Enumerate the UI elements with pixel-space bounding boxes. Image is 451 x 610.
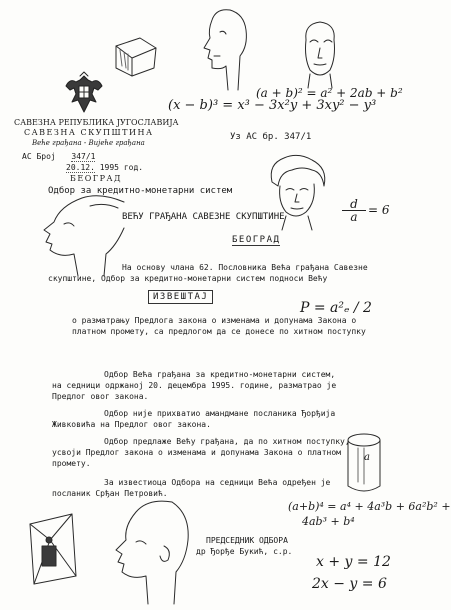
paragraph-3-line-1: Одбор предлаже Већу грађана, да по хитном поступку,	[104, 437, 350, 446]
paragraph-2-line-1: Одбор није прихватио амандмане посланика Ђорђија	[104, 409, 336, 418]
intro-line-2: скупштине, Одбор за кредитно-монетарни систем подноси Већу	[48, 274, 328, 283]
letterhead-line-3: Веће грађана - Вијеће грађана	[32, 139, 145, 147]
handwritten-eq-square-sum: (a + b)² = a² + 2ab + b²	[256, 86, 403, 100]
paragraph-4-line-2: посланик Срђан Петровић.	[52, 489, 168, 498]
committee-name: Одбор за кредитно-монетарни систем	[48, 186, 233, 196]
paragraph-1-line-3: Предлог овог закона.	[52, 392, 149, 401]
reference-right: Уз АС бр. 347/1	[230, 132, 312, 142]
date-value: 20.12.	[66, 163, 95, 172]
fraction-rhs: = 6	[368, 203, 390, 217]
signature-name: др Ђорђе Букић, с.р.	[196, 547, 293, 556]
cube-sketch-icon	[110, 30, 160, 78]
addressee-city-text: БЕОГРАД	[232, 235, 281, 245]
bald-profile-sketch-icon	[108, 494, 192, 606]
intro-line-1: На основу члана 62. Пословника Већа грађана Савезне	[122, 263, 368, 272]
paragraph-1-line-1: Одбор Већа грађана за кредитно-монетарни систем,	[104, 370, 336, 379]
woman-face-sketch-icon	[262, 152, 334, 232]
letterhead-city: БЕОГРАД	[70, 174, 123, 183]
front-face-sketch-icon	[296, 18, 344, 90]
profile-face-sketch-icon	[200, 4, 252, 94]
paragraph-3-line-2: усвоји Предлог закона о изменама и допунама Закона о платном	[52, 448, 341, 457]
paragraph-1-line-2: на седници одржаној 20. децембра 1995. године, разматрао је	[52, 381, 337, 390]
handwritten-eq-cube-diff: (x − b)³ = x³ − 3x²y + 3xy² − y³	[168, 98, 377, 113]
handwritten-system-eq-1: x + y = 12	[316, 554, 391, 570]
handwritten-eq-fourth-power-cont: 4ab³ + b⁴	[302, 515, 355, 528]
paragraph-4-line-1: За известиоца Одбора на седници Већа одређен је	[104, 478, 331, 487]
addressee-city	[232, 235, 280, 245]
handwritten-system-eq-2: 2x − y = 6	[312, 576, 387, 592]
reference-row	[22, 152, 95, 161]
letterhead-line-2: САВЕЗНА СКУПШТИНА	[24, 128, 154, 137]
reference-value: 347/1	[71, 152, 96, 161]
reference-label: АС Број	[22, 152, 56, 161]
signature-title: ПРЕДСЕДНИК ОДБОРА	[206, 536, 288, 545]
date-row	[66, 163, 143, 172]
fraction-numerator: d	[342, 198, 366, 211]
cylinder-label: a	[364, 452, 370, 463]
handwritten-eq-fourth-power: (a+b)⁴ = a⁴ + 4a³b + 6a²b² +	[288, 500, 451, 513]
profile-head-sketch-icon	[30, 188, 126, 278]
handwritten-fraction	[342, 198, 366, 223]
paragraph-3-line-3: промету.	[52, 459, 91, 468]
date-year: 1995 год.	[99, 163, 144, 172]
subject-line-1: о разматрању Предлога закона о изменама и допунама Закона о	[72, 316, 357, 325]
coat-of-arms-icon	[62, 72, 106, 116]
addressee: ВЕЋУ ГРАЂАНА САВЕЗНЕ СКУПШТИНЕ	[122, 212, 285, 222]
fraction-denominator: a	[350, 210, 358, 224]
report-title-text: ИЗВЕШТАЈ	[148, 290, 213, 304]
report-title	[148, 292, 213, 302]
paragraph-2-line-2: Живковића на Предлог овог закона.	[52, 420, 211, 429]
handwritten-eq-pressure: P = a²ₑ / 2	[300, 300, 372, 316]
cylinder-sketch-icon	[344, 430, 384, 496]
subject-line-2: платном промету, са предлогом да се донесе по хитном поступку	[72, 327, 366, 336]
letterhead-line-1: САВЕЗНА РЕПУБЛИКА ЈУГОСЛАВИЈА	[14, 118, 179, 127]
pyramid-sketch-icon	[22, 510, 80, 586]
